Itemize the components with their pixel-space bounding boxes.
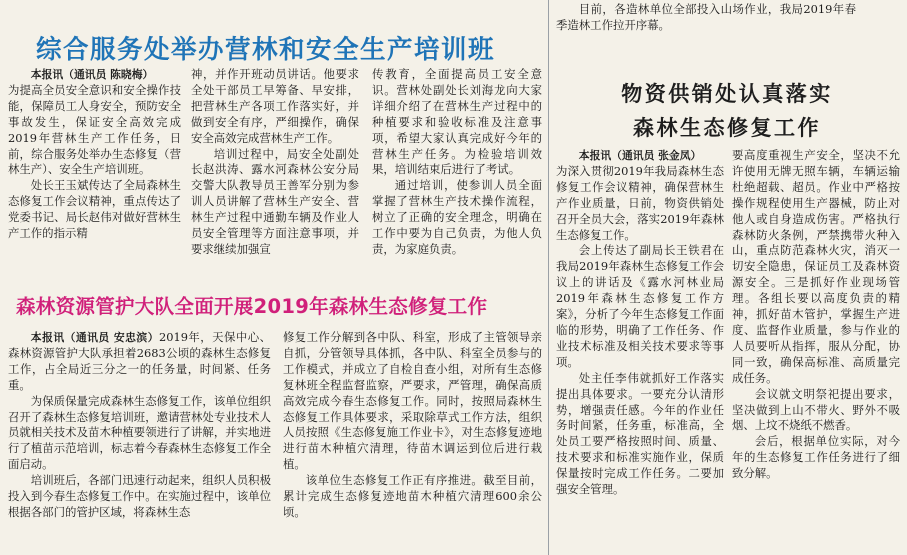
article3-headline-line-1: 物资供销处认真落实	[621, 82, 833, 106]
article2-column-2	[283, 330, 542, 552]
column-divider	[548, 0, 549, 555]
article2-byline: 本报讯（通讯员 安忠滨）	[30, 331, 159, 344]
article3-column-2	[732, 148, 900, 552]
article3-column-1	[556, 148, 724, 552]
article3-col2-paragraph-3: 会后，根据单位实际，对今年的生态修复工作任务进行了细致分解。	[732, 434, 900, 481]
article2-col2-paragraph-1: 修复工作分解到各中队、科室，形成了主管领导亲自抓，分管领导具体抓，各中队、科室全员参与的工作模式，并成立了自检自查小组，对所有生态修复林班全程监督监察，严要求，严管理，确保高质高效完成今春生态修复工作。同时，按照局森林生态修复工作具体要求，采取除草式工作方法，组织人员按照《生态修复施工作业卡》，对生态修复迹地进行苗木种植穴清理，待苗木调运到位后进行栽植。	[283, 330, 542, 472]
article3-col2-paragraph-1: 要高度重视生产安全，坚决不允许使用无牌无照车辆，车辆运输杜绝超载、超员。作业中严格按操作规程使用生产器械，防止对他人或自身造成伤害。严格执行森林防火条例，严禁携带火种入山，重点防范森林火灾，消灭一切安全隐患，保证员工及森林资源安全。三是抓好作业现场管理。各组长要以高度负责的精神，抓好苗木管护，掌握生产进度、监督作业质量，参与作业的人员要听从指挥，服从分配，协同一致，确保高标准、高质量完成任务。	[732, 148, 900, 385]
article1-col1-paragraph-2: 处长王玉斌传达了全局森林生态修复工作会议精神，重点传达了党委书记、局长赵伟对做好营林生产工作的指示精	[8, 178, 181, 241]
article2-col1-paragraph-3: 培训班后，各部门迅速行动起来，组织人员积极投入到今春生态修复工作中。在实施过程中，该单位根据各部门的管护区域，将森林生态	[8, 473, 271, 519]
article3-headline-line-2: 森林生态修复工作	[633, 116, 821, 140]
article2-col1-paragraph-1: 2019年，天保中心、森林资源管护大队承担着2683公顷的森林生态修复工作，占全局近三分之一的任务量，时间紧、任务重。	[8, 330, 271, 392]
article3-col1-paragraph-2: 会上传达了副局长王铁君在我局2019年森林生态修复工作会议上的讲话及《露水河林业局2019年森林生态修复工作方案》，分析了今年生态修复工作面临的形势，明确了工作任务、作业技术标准及相关技术要求等事项。	[556, 243, 724, 369]
article2-col1-paragraph-2: 为保质保量完成森林生态修复工作，该单位组织召开了森林生态修复培训班，邀请营林处专业技术人员就相关技术及苗木种植要领进行了讲解，并实地进行了植苗示范培训，标志着今春森林生态修复工作全面启动。	[8, 393, 271, 472]
article1-column-2	[191, 67, 359, 281]
article1-column-1	[8, 67, 181, 281]
article3-col1-paragraph-1: 为深入贯彻2019年我局森林生态修复工作会议精神，确保营林生产作业质量，日前，物资供销处召开全员大会，落实2019年森林生态修复工作。	[556, 163, 724, 242]
article1-headline: 综合服务处举办营林和安全生产培训班	[36, 35, 496, 65]
article2-headline: 森林资源管护大队全面开展2019年森林生态修复工作	[16, 295, 488, 318]
article3-col2-paragraph-2: 会议就文明祭祀提出要求，坚决做到上山不带火、野外不吸烟、上坟不烧纸不燃香。	[732, 386, 900, 433]
article3-headline	[552, 77, 902, 147]
article2-column-1	[8, 330, 271, 552]
article2-col2-paragraph-2: 该单位生态修复工作正有序推进。截至目前，累计完成生态修复迹地苗木种植穴清理600余公顷。	[283, 473, 542, 519]
article1-col2-paragraph-1: 神，并作开班动员讲话。他要求全处干部员工早筹备、早安排，把营林生产各项工作落实好，并做到安全有序，严细操作，确保安全高效完成营林生产工作。	[191, 67, 359, 145]
article1-col2-paragraph-2: 培训过程中，局安全处副处长赵洪涛、露水河森林公安分局交警大队教导员王善军分别为参训人员讲解了营林生产安全、营林生产过程中通勤车辆及作业人员安全管理等方面注意事项，并要求继续加强宣	[191, 146, 359, 256]
article3-byline: 本报讯（通讯员 张金凤）	[578, 149, 702, 162]
article3-top-paragraph: 目前，各造林单位全部投入山场作业，我局2019年春季造林工作拉开序幕。	[556, 2, 856, 32]
article1-col3-paragraph-2: 通过培训，使参训人员全面掌握了营林生产技术操作流程，树立了正确的安全理念，明确在工作中要为自己负责，为他人负责，为家庭负责。	[372, 178, 542, 256]
article3-col1-paragraph-3: 处主任李伟就抓好工作落实提出具体要求。一要充分认清形势，增强责任感。今年的作业任务时间紧，任务重，标准高，全处员工要严格按照时间、质量、技术要求和标准实施作业，保质保量按时完成工作任务。二要加强安全管理。	[556, 370, 724, 497]
article1-byline: 本报讯（通讯员 陈晓梅）	[30, 68, 154, 81]
article1-column-3	[372, 67, 542, 281]
article1-col3-paragraph-1: 传教育，全面提高员工安全意识。营林处副处长刘海龙向大家详细介绍了在营林生产过程中的种植要求和验收标准及注意事项，希望大家认真完成好今年的营林生产任务。为检验培训效果，培训结束后进行了考试。	[372, 67, 542, 177]
article3-top-text	[556, 2, 856, 36]
article1-col1-paragraph-1: 为提高全员安全意识和安全操作技能，保障员工人身安全，预防安全事故发生，保证安全高效完成2019年营林生产工作任务，日前，综合服务处举办生态修复（营林生产）、安全生产培训班。	[8, 82, 181, 177]
